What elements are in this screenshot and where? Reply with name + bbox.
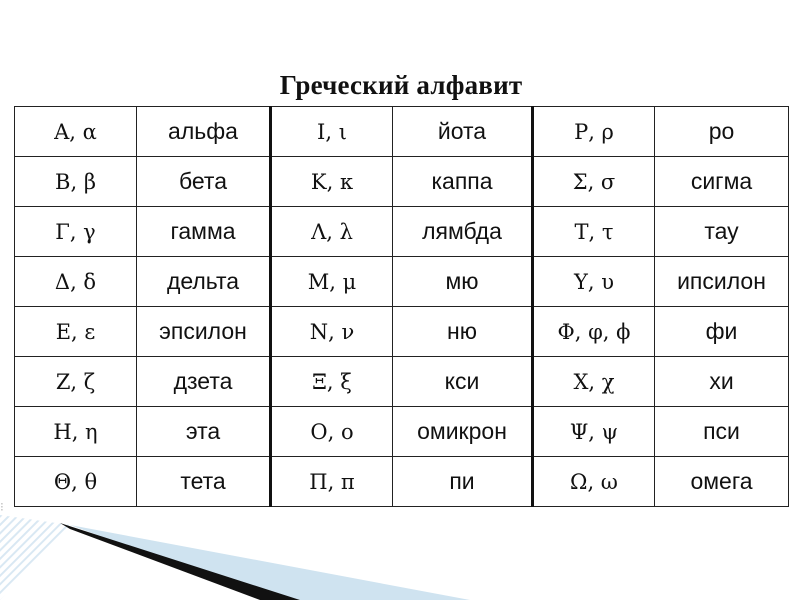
greek-letter-cell: Ο, ο [271, 407, 393, 457]
greek-letter-cell: Η, η [15, 407, 137, 457]
greek-letter-cell: Ε, ε [15, 307, 137, 357]
table-row [15, 157, 789, 207]
letter-name-cell: альфа [137, 107, 271, 157]
greek-letter-cell: Α, α [15, 107, 137, 157]
letter-name-cell: дельта [137, 257, 271, 307]
table-row [15, 407, 789, 457]
greek-letter-cell: Δ, δ [15, 257, 137, 307]
greek-letter-cell: Θ, θ [15, 457, 137, 507]
greek-letter-cell: Χ, χ [533, 357, 655, 407]
greek-letter-cell: Ω, ω [533, 457, 655, 507]
letter-name-cell: гамма [137, 207, 271, 257]
greek-letter-cell: Ξ, ξ [271, 357, 393, 407]
letter-name-cell: лямбда [393, 207, 533, 257]
letter-name-cell: ипсилон [655, 257, 789, 307]
greek-letter-cell: Ι, ι [271, 107, 393, 157]
table-row [15, 357, 789, 407]
greek-letter-cell: Ρ, ρ [533, 107, 655, 157]
table-row [15, 457, 789, 507]
letter-name-cell: эпсилон [137, 307, 271, 357]
greek-letter-cell: Γ, γ [15, 207, 137, 257]
letter-name-cell: йота [393, 107, 533, 157]
table-row [15, 107, 789, 157]
greek-letter-cell: Ζ, ζ [15, 357, 137, 407]
table-row [15, 307, 789, 357]
letter-name-cell: омега [655, 457, 789, 507]
greek-letter-cell: Σ, σ [533, 157, 655, 207]
greek-letter-cell: Τ, τ [533, 207, 655, 257]
letter-name-cell: каппа [393, 157, 533, 207]
letter-name-cell: сигма [655, 157, 789, 207]
letter-name-cell: тета [137, 457, 271, 507]
letter-name-cell: омикрон [393, 407, 533, 457]
letter-name-cell: пи [393, 457, 533, 507]
letter-name-cell: эта [137, 407, 271, 457]
table-row [15, 257, 789, 307]
greek-letter-cell: Μ, μ [271, 257, 393, 307]
letter-name-cell: дзета [137, 357, 271, 407]
greek-letter-cell: Β, β [15, 157, 137, 207]
letter-name-cell: ро [655, 107, 789, 157]
letter-name-cell: хи [655, 357, 789, 407]
letter-name-cell: фи [655, 307, 789, 357]
greek-letter-cell: Ν, ν [271, 307, 393, 357]
slide-decoration-wedge [0, 515, 800, 600]
letter-name-cell: ню [393, 307, 533, 357]
letter-name-cell: тау [655, 207, 789, 257]
table-title: Греческий алфавит [279, 70, 523, 100]
light-blue-wedge [70, 525, 470, 600]
corner-ellipsis-mark: ⁝ [0, 500, 4, 514]
greek-letter-cell: Ψ, ψ [533, 407, 655, 457]
greek-alphabet-table [14, 106, 789, 507]
letter-name-cell: пси [655, 407, 789, 457]
table-body [15, 107, 789, 507]
greek-letter-cell: Π, π [271, 457, 393, 507]
greek-letter-cell: Λ, λ [271, 207, 393, 257]
letter-name-cell: кси [393, 357, 533, 407]
greek-letter-cell: Υ, υ [533, 257, 655, 307]
greek-letter-cell: Φ, φ, ϕ [533, 307, 655, 357]
greek-letter-cell: Κ, κ [271, 157, 393, 207]
table-row [15, 207, 789, 257]
hatched-corner [0, 515, 70, 600]
letter-name-cell: бета [137, 157, 271, 207]
greek-alphabet-image [8, 57, 794, 522]
letter-name-cell: мю [393, 257, 533, 307]
